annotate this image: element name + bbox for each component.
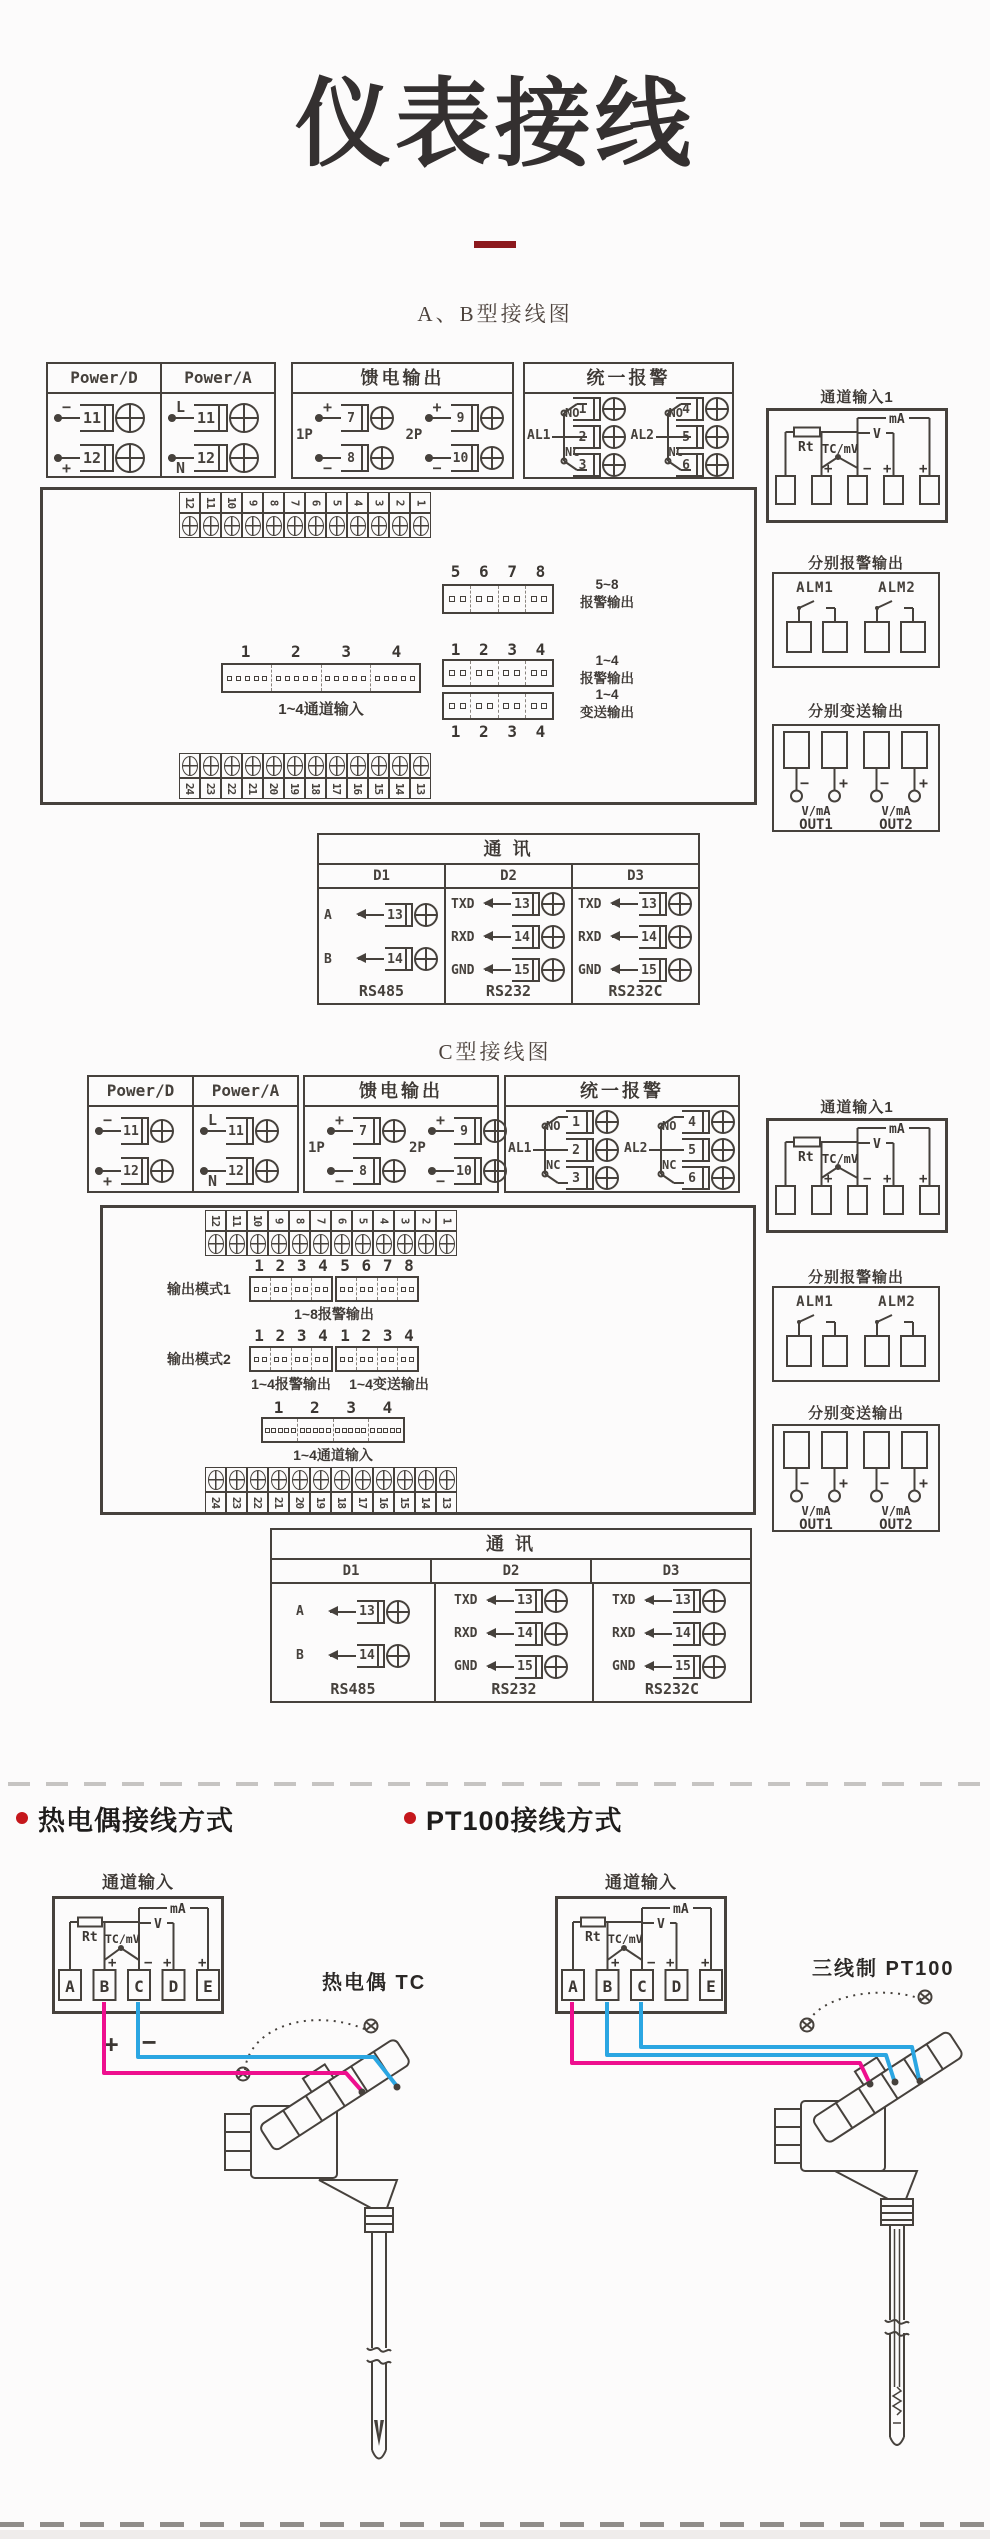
arrow-icon xyxy=(488,1666,514,1668)
screw-terminal-icon xyxy=(370,446,394,470)
screw-terminal-icon xyxy=(382,1159,406,1183)
svg-text:+: + xyxy=(824,1171,833,1187)
screw-terminal-icon xyxy=(541,958,565,982)
arrow-icon xyxy=(330,1655,356,1657)
svg-text:+: + xyxy=(163,1955,172,1971)
group-label: 2P xyxy=(405,426,423,443)
terminal-11-dc xyxy=(54,398,160,434)
svg-text:TC/mV: TC/mV xyxy=(822,442,859,456)
screw-terminal-icon xyxy=(386,1600,410,1624)
channel-title: 通道输入 xyxy=(605,1873,677,1892)
svg-text:A: A xyxy=(568,1977,578,1996)
screw-terminal-icon xyxy=(480,446,504,470)
title-underline xyxy=(474,241,516,248)
screw-terminal-icon xyxy=(602,453,626,477)
screw-terminal-icon xyxy=(711,1166,735,1190)
screw-terminal-icon xyxy=(705,397,729,421)
al2-label: AL2 xyxy=(630,428,654,443)
screw-terminal-icon xyxy=(229,443,259,473)
line-label: L xyxy=(208,1111,218,1129)
c-unified-alarm-block xyxy=(504,1075,740,1193)
svg-text:+: + xyxy=(919,461,928,477)
transmit-output-icon xyxy=(779,730,853,830)
minus-sign: − xyxy=(436,1172,446,1190)
sep-tx-title: 分别变送输出 xyxy=(807,1405,904,1422)
arrow-icon xyxy=(485,903,511,905)
screw-terminal-icon xyxy=(255,1119,279,1143)
rs232c-caption: RS232C xyxy=(608,982,663,1000)
terminal-number: 11 xyxy=(196,409,216,427)
sep-alarm-title: 分别报警输出 xyxy=(807,555,904,572)
terminal-number: 1 xyxy=(578,401,587,417)
svg-text:V: V xyxy=(657,1917,665,1932)
svg-text:Rt: Rt xyxy=(798,1150,814,1165)
ab-bottom-terminal-row: 24 23 22 21 20 19 18 17 16 15 14 13 xyxy=(179,753,431,799)
feed-group-2p xyxy=(403,394,513,477)
wire-minus-sign: − xyxy=(142,2028,157,2056)
arrow-icon xyxy=(612,936,638,938)
power-a-header: Power/A xyxy=(211,1081,280,1100)
comm-header: 通 讯 xyxy=(319,835,698,865)
svg-text:+: + xyxy=(701,1955,710,1971)
svg-text:A: A xyxy=(65,1977,75,1996)
arrow-icon xyxy=(330,1611,356,1613)
screw-terminal-icon xyxy=(386,1644,410,1668)
comm-d1: D1 xyxy=(272,1560,432,1582)
mode1-connector-a xyxy=(249,1276,333,1302)
arrow-icon xyxy=(646,1633,672,1635)
alarm-group-al1: AL1 NO NC 1 2 3 xyxy=(506,1107,622,1191)
section-divider xyxy=(8,1782,982,1786)
alarm-switch-icon xyxy=(782,596,852,656)
arrow-icon xyxy=(612,969,638,971)
power-a-cell: L 11 N 12 xyxy=(194,1107,297,1191)
svg-text:−: − xyxy=(863,461,872,477)
terminal-number: 12 xyxy=(196,449,216,467)
no-label: NO xyxy=(662,1119,677,1133)
tx14-numbers: 1 2 3 4 xyxy=(450,722,546,741)
ab-top-terminal-row: 12 11 10 9 8 7 6 5 4 3 2 1 xyxy=(179,492,431,538)
channel-numbers: 1 2 3 4 xyxy=(273,1398,393,1417)
sep-tx-title: 分别变送输出 xyxy=(807,703,904,720)
svg-text:−: − xyxy=(879,1474,889,1492)
ab-sep-tx-box xyxy=(772,724,940,832)
svg-text:OUT2: OUT2 xyxy=(878,1517,913,1530)
screw-terminal-icon xyxy=(229,403,259,433)
screw-terminal-icon xyxy=(668,925,692,949)
terminal-number: 12 xyxy=(82,449,102,467)
svg-text:TC/mV: TC/mV xyxy=(608,1932,643,1946)
svg-text:TC/mV: TC/mV xyxy=(822,1152,859,1166)
terminal-number: 7 xyxy=(347,410,355,426)
comm-d2: D2 xyxy=(446,865,573,887)
nc-label: NC xyxy=(668,445,683,459)
terminal-12-ac xyxy=(168,442,274,477)
feed-output-header: 馈电输出 xyxy=(305,1077,497,1107)
rs232-caption: RS232 xyxy=(491,1680,537,1698)
channel-input1-title: 通道输入1 xyxy=(820,389,894,406)
terminal-12-dc xyxy=(54,442,160,477)
alm2-label: ALM2 xyxy=(878,580,916,596)
mode2-caption-b: 1~4变送输出 xyxy=(349,1376,429,1392)
terminal-number: 3 xyxy=(578,457,587,473)
power-headers xyxy=(48,364,274,394)
comm-rs232c-cell: TXD 13 RXD 14 GND 15 RS232C xyxy=(594,1584,750,1701)
screw-terminal-icon xyxy=(150,1119,174,1143)
mode2-numbers-b: 1 2 3 4 xyxy=(340,1326,414,1345)
channel-input1-title: 通道输入1 xyxy=(820,1099,894,1116)
rs485-caption: RS485 xyxy=(330,1680,376,1698)
terminal-number: 10 xyxy=(452,450,469,466)
svg-text:V/mA: V/mA xyxy=(881,1504,911,1518)
svg-text:+: + xyxy=(839,1474,849,1492)
mode2-numbers-a: 1 2 3 4 xyxy=(254,1326,328,1345)
screw-terminal-icon xyxy=(595,1138,619,1162)
mode2-connector-a xyxy=(249,1346,333,1372)
power-a-cell xyxy=(162,394,274,476)
plus-sign: + xyxy=(62,459,72,477)
arrow-icon xyxy=(488,1600,514,1602)
terminal-number: 5 xyxy=(682,429,690,445)
svg-text:V/mA: V/mA xyxy=(881,804,911,818)
rs232-caption: RS232 xyxy=(485,982,532,1000)
screw-terminal-icon xyxy=(414,947,438,971)
svg-text:B: B xyxy=(602,1977,613,1996)
alarm58-connector xyxy=(442,584,554,614)
comm-header: 通 讯 xyxy=(272,1530,750,1560)
bullet-icon xyxy=(16,1812,28,1824)
svg-text:mA: mA xyxy=(673,1902,689,1917)
group-label: 1P xyxy=(296,426,313,443)
terminal-number: 11 xyxy=(82,409,102,427)
svg-text:TC/mV: TC/mV xyxy=(105,1932,140,1946)
feed-output-header: 馈电输出 xyxy=(293,364,512,394)
power-d-header: Power/D xyxy=(48,364,162,392)
alm1-label: ALM1 xyxy=(796,580,834,596)
svg-text:−: − xyxy=(800,774,810,792)
svg-text:mA: mA xyxy=(889,1122,905,1137)
plus-sign: + xyxy=(323,398,333,416)
svg-text:Rt: Rt xyxy=(798,440,814,455)
minus-sign: − xyxy=(432,459,442,477)
channel-connector xyxy=(221,663,421,693)
tx14-caption: 1~4 变送输出 xyxy=(580,687,634,720)
c-comm-box xyxy=(270,1528,752,1703)
screw-terminal-icon xyxy=(711,1110,735,1134)
svg-text:+: + xyxy=(918,774,928,792)
feed-group-2p: 2P + 9 − 10 xyxy=(406,1107,507,1191)
terminal-number: 4 xyxy=(682,401,690,417)
terminal-number: 9 xyxy=(456,410,465,426)
svg-text:D: D xyxy=(671,1977,682,1996)
mode1-numbers-a: 1 2 3 4 xyxy=(254,1256,328,1275)
feed-group-1p: 1P + 7 − 8 xyxy=(305,1107,406,1191)
bullet-icon xyxy=(404,1812,416,1824)
comm-d3: D3 xyxy=(627,868,644,884)
unified-alarm-header: 统一报警 xyxy=(506,1077,738,1107)
alarm14-caption: 1~4 报警输出 xyxy=(580,653,634,686)
screw-terminal-icon xyxy=(702,1655,726,1679)
svg-text:+: + xyxy=(666,1955,675,1971)
arrow-icon xyxy=(488,1633,514,1635)
svg-text:+: + xyxy=(198,1955,207,1971)
svg-text:−: − xyxy=(863,1171,872,1187)
svg-text:C: C xyxy=(637,1977,647,1996)
power-a-header: Power/A xyxy=(184,368,252,387)
ab-sep-alarm-box xyxy=(772,572,940,668)
screw-terminal-icon xyxy=(705,425,729,449)
svg-text:OUT1: OUT1 xyxy=(799,1517,834,1530)
arrow-icon xyxy=(646,1600,672,1602)
line-label: L xyxy=(176,398,186,416)
svg-text:+: + xyxy=(919,1171,928,1187)
svg-text:D: D xyxy=(168,1977,179,1996)
svg-text:mA: mA xyxy=(889,412,905,427)
sep-alarm-title: 分别报警输出 xyxy=(807,1269,904,1286)
alm1-label: ALM1 xyxy=(796,1294,834,1310)
screw-terminal-icon xyxy=(382,1119,406,1143)
al2-label: AL2 xyxy=(624,1141,648,1156)
rs232c-caption: RS232C xyxy=(644,1680,700,1698)
channel-input-diagram xyxy=(766,408,948,523)
channel-input-diagram xyxy=(766,1118,948,1233)
c-bottom-terminal-row: 24 23 22 21 20 19 18 17 16 15 14 13 xyxy=(205,1467,457,1513)
screw-terminal-icon xyxy=(541,925,565,949)
svg-text:V: V xyxy=(154,1917,162,1932)
screw-terminal-icon xyxy=(414,903,438,927)
alarm14-connector xyxy=(442,659,554,687)
mode1-caption: 1~8报警输出 xyxy=(294,1306,374,1322)
svg-text:V: V xyxy=(873,427,881,442)
svg-text:+: + xyxy=(839,774,849,792)
al1-label: AL1 xyxy=(508,1141,532,1156)
alarm-group-al1 xyxy=(525,394,629,477)
neutral-label: N xyxy=(208,1172,218,1190)
pt-channel-input-diagram xyxy=(555,1896,727,2014)
c-main-terminal-box xyxy=(100,1205,756,1515)
minus-sign: − xyxy=(335,1172,345,1190)
group-label: 1P xyxy=(308,1140,325,1156)
svg-text:+: + xyxy=(918,1474,928,1492)
arrow-icon xyxy=(646,1666,672,1668)
arrow-icon xyxy=(358,958,384,960)
c-power-block xyxy=(87,1075,299,1193)
terminal-number: 8 xyxy=(347,450,355,466)
tx14-connector xyxy=(442,692,554,720)
no-label: NO xyxy=(565,406,580,420)
terminal-number: 6 xyxy=(682,457,690,473)
alarm-switch-icon xyxy=(782,1310,852,1370)
mode1-label: 输出模式1 xyxy=(167,1281,231,1297)
screw-terminal-icon xyxy=(668,892,692,916)
no-label: NO xyxy=(668,406,683,420)
alarm-switch-icon xyxy=(860,596,930,656)
comm-d2: D2 xyxy=(432,1560,592,1582)
feed-group-1p xyxy=(293,394,403,477)
alarm-switch-icon xyxy=(860,1310,930,1370)
svg-text:C: C xyxy=(134,1977,144,1996)
screw-terminal-icon xyxy=(255,1159,279,1183)
page-title: 仪表接线 xyxy=(295,71,695,178)
power-d-cell xyxy=(48,394,162,476)
svg-text:−: − xyxy=(800,1474,810,1492)
svg-text:Rt: Rt xyxy=(82,1930,98,1945)
no-label: NO xyxy=(546,1119,561,1133)
svg-text:−: − xyxy=(879,774,889,792)
wire-plus-sign: + xyxy=(104,2030,119,2058)
comm-rs232-cell: TXD 13 RXD 14 GND 15 RS232 xyxy=(436,1584,594,1701)
alarm58-caption: 5~8 报警输出 xyxy=(580,577,634,610)
arrow-icon xyxy=(358,914,384,916)
thermocouple-probe-illustration xyxy=(215,1990,455,2495)
screw-terminal-icon xyxy=(702,1589,726,1613)
screw-terminal-icon xyxy=(702,1622,726,1646)
svg-text:E: E xyxy=(706,1977,716,1996)
ab-feed-output-block xyxy=(291,362,514,479)
terminal-number: 2 xyxy=(578,429,587,445)
pt-heading: PT100接线方式 xyxy=(426,1806,623,1836)
c-top-terminal-row: 12 11 10 9 8 7 6 5 4 3 2 1 xyxy=(205,1210,457,1256)
comm-rs485-cell: A 13 B 14 RS485 xyxy=(319,889,446,1003)
mode2-connector-b xyxy=(335,1346,419,1372)
arrow-icon xyxy=(485,969,511,971)
svg-text:+: + xyxy=(883,1171,892,1187)
screw-terminal-icon xyxy=(544,1655,568,1679)
screw-terminal-icon xyxy=(544,1589,568,1613)
tc-channel-input-diagram xyxy=(52,1896,224,2014)
svg-text:OUT2: OUT2 xyxy=(878,817,913,830)
arrow-icon xyxy=(485,936,511,938)
svg-text:V: V xyxy=(873,1137,881,1152)
screw-terminal-icon xyxy=(602,397,626,421)
screw-terminal-icon xyxy=(480,406,504,430)
screw-terminal-icon xyxy=(541,892,565,916)
c-feed-output-block xyxy=(303,1075,499,1193)
neutral-label: N xyxy=(176,459,186,477)
minus-sign: − xyxy=(103,1111,113,1129)
ab-power-block xyxy=(46,362,276,478)
plus-sign: + xyxy=(335,1111,345,1129)
screw-terminal-icon xyxy=(595,1166,619,1190)
svg-text:E: E xyxy=(203,1977,213,1996)
plus-sign: + xyxy=(432,398,442,416)
rs485-caption: RS485 xyxy=(358,982,405,1000)
screw-terminal-icon xyxy=(370,406,394,430)
svg-text:V/mA: V/mA xyxy=(801,1504,831,1518)
c-sep-tx-box xyxy=(772,1424,940,1532)
ab-comm-box xyxy=(317,833,700,1005)
al1-label: AL1 xyxy=(527,428,551,443)
ab-main-terminal-box xyxy=(40,487,757,805)
screw-terminal-icon xyxy=(544,1622,568,1646)
mode2-label: 输出模式2 xyxy=(167,1351,231,1367)
transmit-output-icon xyxy=(859,1430,933,1530)
group-label: 2P xyxy=(409,1140,426,1156)
ab-unified-alarm-block xyxy=(523,362,734,479)
screw-terminal-icon xyxy=(595,1110,619,1134)
nc-label: NC xyxy=(662,1158,677,1172)
svg-text:+: + xyxy=(108,1955,117,1971)
minus-sign: − xyxy=(62,398,72,416)
svg-text:+: + xyxy=(611,1955,620,1971)
plus-sign: + xyxy=(436,1111,446,1129)
screw-terminal-icon xyxy=(150,1159,174,1183)
tc-probe-label: 热电偶 TC xyxy=(322,1972,427,1994)
tc-heading: 热电偶接线方式 xyxy=(38,1806,234,1836)
arrow-icon xyxy=(612,903,638,905)
minus-sign: − xyxy=(323,459,333,477)
nc-label: NC xyxy=(565,445,580,459)
c-sep-alarm-box xyxy=(772,1286,940,1382)
plus-sign: + xyxy=(103,1172,113,1190)
svg-text:+: + xyxy=(883,461,892,477)
screw-terminal-icon xyxy=(705,453,729,477)
screw-terminal-icon xyxy=(668,958,692,982)
alarm-group-al2 xyxy=(629,394,733,477)
screw-terminal-icon xyxy=(711,1138,735,1162)
channel-title: 通道输入 xyxy=(102,1873,174,1892)
comm-d1: D1 xyxy=(319,865,446,887)
transmit-output-icon xyxy=(859,730,933,830)
svg-text:V/mA: V/mA xyxy=(801,804,831,818)
channel-numbers: 1 2 3 4 xyxy=(240,642,402,661)
channel-caption: 1~4通道输入 xyxy=(278,701,364,718)
channel-connector xyxy=(261,1417,405,1443)
pt-probe-label: 三线制 PT100 xyxy=(812,1958,955,1980)
alm2-label: ALM2 xyxy=(878,1294,916,1310)
mode2-caption-a: 1~4报警输出 xyxy=(251,1376,331,1392)
nc-label: NC xyxy=(546,1158,561,1172)
mode1-numbers-b: 5 6 7 8 xyxy=(340,1256,414,1275)
svg-text:B: B xyxy=(99,1977,110,1996)
comm-rs485-cell: A 13 B 14 RS485 xyxy=(272,1584,436,1701)
comm-rs232-cell: TXD 13 RXD 14 GND 15 RS232 xyxy=(446,889,573,1003)
comm-d3: D3 xyxy=(662,1563,680,1579)
terminal-11-ac xyxy=(168,398,274,434)
unified-alarm-header: 统一报警 xyxy=(525,364,732,394)
mode1-connector-b xyxy=(335,1276,419,1302)
screw-terminal-icon xyxy=(602,425,626,449)
screw-terminal-icon xyxy=(115,443,145,473)
screw-terminal-icon xyxy=(115,403,145,433)
alarm58-numbers: 5 6 7 8 xyxy=(450,562,546,581)
bottom-divider xyxy=(0,2522,990,2527)
power-d-header: Power/D xyxy=(89,1077,194,1105)
section-title-c: C型接线图 xyxy=(438,1040,552,1064)
alarm-group-al2: AL2 NO NC 4 5 6 xyxy=(622,1107,738,1191)
page-edge xyxy=(0,2530,990,2539)
svg-text:−: − xyxy=(144,1955,153,1971)
svg-text:Rt: Rt xyxy=(585,1930,601,1945)
power-d-cell: − 11 + 12 xyxy=(89,1107,194,1191)
svg-text:−: − xyxy=(647,1955,656,1971)
comm-rs232c-cell: TXD 13 RXD 14 GND 15 RS232C xyxy=(573,889,698,1003)
section-title-ab: A、B型接线图 xyxy=(417,302,573,326)
svg-text:mA: mA xyxy=(170,1902,186,1917)
pt100-probe-illustration xyxy=(735,1975,990,2490)
alarm14-numbers: 1 2 3 4 xyxy=(450,640,546,659)
svg-text:OUT1: OUT1 xyxy=(799,817,834,830)
channel-caption: 1~4通道输入 xyxy=(293,1447,373,1463)
transmit-output-icon xyxy=(779,1430,853,1530)
svg-text:+: + xyxy=(824,461,833,477)
